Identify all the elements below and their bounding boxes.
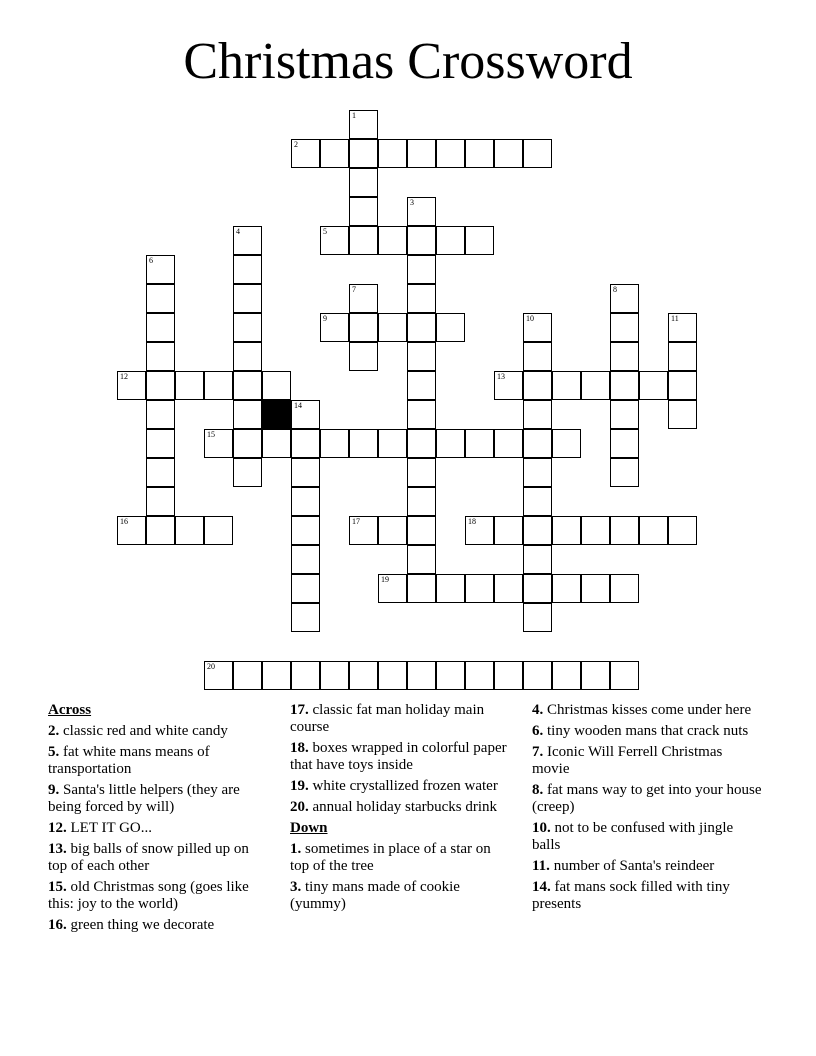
grid-cell[interactable] — [117, 371, 146, 400]
grid-cell[interactable] — [552, 661, 581, 690]
clue-text: boxes wrapped in colorful paper that have toys inside — [290, 740, 507, 773]
clue-text: fat mans sock filled with tiny presents — [532, 879, 730, 912]
clue-number: 1. — [290, 841, 302, 857]
grid-cell[interactable] — [407, 574, 436, 603]
grid-cell[interactable] — [349, 110, 378, 139]
cell-number: 6 — [149, 256, 153, 265]
grid-cell[interactable] — [233, 661, 262, 690]
grid-cell[interactable] — [291, 487, 320, 516]
grid-cell[interactable] — [146, 255, 175, 284]
grid-cell[interactable] — [436, 313, 465, 342]
grid-cell[interactable] — [378, 661, 407, 690]
grid-cell[interactable] — [610, 400, 639, 429]
grid-cell[interactable] — [552, 574, 581, 603]
clue-number: 9. — [48, 782, 60, 798]
cell-number: 1 — [352, 111, 356, 120]
clue-number: 6. — [532, 723, 544, 739]
clue-text: old Christmas song (goes like this: joy to the world) — [48, 879, 249, 912]
grid-cell[interactable] — [204, 371, 233, 400]
black-square — [262, 400, 291, 429]
clue-number: 14. — [532, 879, 551, 895]
grid-cell[interactable] — [494, 429, 523, 458]
grid-cell[interactable] — [349, 516, 378, 545]
grid-cell[interactable] — [146, 313, 175, 342]
grid-cell[interactable] — [146, 371, 175, 400]
grid-cell[interactable] — [204, 661, 233, 690]
grid-cell[interactable] — [610, 429, 639, 458]
grid-cell[interactable] — [233, 371, 262, 400]
grid-cell[interactable] — [204, 429, 233, 458]
grid-cell[interactable] — [175, 516, 204, 545]
grid-cell[interactable] — [146, 487, 175, 516]
clue-text: sometimes in place of a star on top of the tree — [290, 841, 491, 874]
grid-cell[interactable] — [523, 371, 552, 400]
grid-cell[interactable] — [407, 226, 436, 255]
grid-cell[interactable] — [378, 574, 407, 603]
cell-number: 12 — [120, 372, 128, 381]
grid-cell[interactable] — [349, 139, 378, 168]
grid-cell[interactable] — [407, 429, 436, 458]
grid-cell[interactable] — [262, 371, 291, 400]
clue-item — [290, 740, 512, 774]
clue-number: 11. — [532, 858, 550, 874]
grid-cell[interactable] — [233, 342, 262, 371]
grid-cell[interactable] — [291, 545, 320, 574]
grid-cell[interactable] — [233, 429, 262, 458]
grid-cell[interactable] — [291, 400, 320, 429]
grid-cell[interactable] — [291, 603, 320, 632]
grid-cell[interactable] — [668, 342, 697, 371]
clue-text: fat white mans means of transportation — [48, 744, 210, 777]
grid-cell[interactable] — [465, 226, 494, 255]
clue-item — [48, 723, 270, 740]
grid-cell[interactable] — [407, 661, 436, 690]
grid-cell[interactable] — [523, 400, 552, 429]
clue-item — [532, 782, 762, 816]
clue-number: 18. — [290, 740, 309, 756]
cell-number: 14 — [294, 401, 302, 410]
grid-cell[interactable] — [320, 661, 349, 690]
grid-cell[interactable] — [523, 458, 552, 487]
grid-cell[interactable] — [639, 516, 668, 545]
grid-cell[interactable] — [581, 516, 610, 545]
clue-number: 8. — [532, 782, 544, 798]
grid-cell[interactable] — [233, 400, 262, 429]
clue-text: classic fat man holiday main course — [290, 702, 485, 735]
clue-number: 15. — [48, 879, 67, 895]
grid-cell[interactable] — [175, 371, 204, 400]
cell-number: 2 — [294, 140, 298, 149]
clue-number: 16. — [48, 917, 67, 933]
clue-item — [290, 778, 512, 795]
grid-cell[interactable] — [378, 516, 407, 545]
clue-item — [290, 879, 512, 913]
grid-cell[interactable] — [146, 342, 175, 371]
grid-cell[interactable] — [523, 139, 552, 168]
grid-cell[interactable] — [436, 661, 465, 690]
clue-number: 4. — [532, 702, 544, 718]
clue-text: green thing we decorate — [66, 917, 215, 933]
grid-cell[interactable] — [436, 429, 465, 458]
grid-cell[interactable] — [523, 661, 552, 690]
clue-text: white crystallized frozen water — [308, 778, 498, 794]
grid-cell[interactable] — [523, 429, 552, 458]
grid-cell[interactable] — [668, 371, 697, 400]
grid-cell[interactable] — [436, 226, 465, 255]
grid-cell[interactable] — [146, 429, 175, 458]
grid-cell[interactable] — [407, 255, 436, 284]
grid-cell[interactable] — [262, 429, 291, 458]
grid-cell[interactable] — [349, 313, 378, 342]
grid-cell[interactable] — [639, 371, 668, 400]
clue-text: number of Santa's reindeer — [549, 858, 715, 874]
grid-cell[interactable] — [407, 516, 436, 545]
grid-cell[interactable] — [146, 458, 175, 487]
grid-cell[interactable] — [262, 661, 291, 690]
grid-cell[interactable] — [291, 139, 320, 168]
clues-column-1 — [48, 702, 270, 938]
grid-cell[interactable] — [407, 342, 436, 371]
grid-cell[interactable] — [233, 458, 262, 487]
grid-cell[interactable] — [610, 661, 639, 690]
grid-cell[interactable] — [523, 342, 552, 371]
grid-cell[interactable] — [610, 574, 639, 603]
clue-item — [290, 702, 512, 736]
clue-item — [290, 799, 512, 816]
clue-number: 10. — [532, 820, 551, 836]
across-heading: Across — [48, 702, 92, 718]
cell-number: 7 — [352, 285, 356, 294]
clue-item — [532, 723, 762, 740]
grid-cell[interactable] — [320, 313, 349, 342]
grid-cell[interactable] — [436, 574, 465, 603]
cell-number: 3 — [410, 198, 414, 207]
grid-cell[interactable] — [117, 516, 146, 545]
grid-cell[interactable] — [610, 516, 639, 545]
cell-number: 10 — [526, 314, 534, 323]
clue-item — [48, 782, 270, 816]
grid-cell[interactable] — [523, 487, 552, 516]
page-title: Christmas Crossword — [183, 33, 633, 90]
grid-cell[interactable] — [494, 574, 523, 603]
clue-text: Iconic Will Ferrell Christmas movie — [532, 744, 723, 777]
clue-text: fat mans way to get into your house (creep) — [532, 782, 762, 815]
cell-number: 17 — [352, 517, 360, 526]
grid-cell[interactable] — [552, 429, 581, 458]
grid-cell[interactable] — [407, 545, 436, 574]
grid-cell[interactable] — [494, 516, 523, 545]
clue-number: 12. — [48, 820, 67, 836]
grid-cell[interactable] — [610, 371, 639, 400]
grid-cell[interactable] — [349, 284, 378, 313]
grid-cell[interactable] — [494, 139, 523, 168]
clue-text: tiny mans made of cookie (yummy) — [290, 879, 460, 912]
clue-number: 20. — [290, 799, 309, 815]
grid-cell[interactable] — [465, 661, 494, 690]
clue-text: LET IT GO... — [66, 820, 153, 836]
clue-number: 13. — [48, 841, 67, 857]
grid-cell[interactable] — [291, 516, 320, 545]
grid-cell[interactable] — [349, 197, 378, 226]
grid-cell[interactable] — [378, 429, 407, 458]
clue-text: classic red and white candy — [59, 723, 228, 739]
grid-cell[interactable] — [465, 429, 494, 458]
grid-cell[interactable] — [291, 574, 320, 603]
clue-text: Santa's little helpers (they are being forced by will) — [48, 782, 240, 815]
clue-item — [48, 744, 270, 778]
grid-cell[interactable] — [146, 400, 175, 429]
clue-number: 3. — [290, 879, 302, 895]
grid-cell[interactable] — [610, 458, 639, 487]
grid-cell[interactable] — [523, 545, 552, 574]
grid-cell[interactable] — [610, 284, 639, 313]
grid-cell[interactable] — [233, 313, 262, 342]
clue-number: 5. — [48, 744, 60, 760]
grid-cell[interactable] — [349, 226, 378, 255]
grid-cell[interactable] — [552, 371, 581, 400]
grid-cell[interactable] — [668, 400, 697, 429]
grid-cell[interactable] — [320, 139, 349, 168]
grid-cell[interactable] — [233, 226, 262, 255]
grid-cell[interactable] — [204, 516, 233, 545]
clue-text: tiny wooden mans that crack nuts — [543, 723, 749, 739]
clue-item — [48, 841, 270, 875]
grid-cell[interactable] — [349, 342, 378, 371]
cell-number: 15 — [207, 430, 215, 439]
grid-cell[interactable] — [668, 313, 697, 342]
cell-number: 18 — [468, 517, 476, 526]
cell-number: 8 — [613, 285, 617, 294]
cell-number: 9 — [323, 314, 327, 323]
grid-cell[interactable] — [291, 458, 320, 487]
grid-cell[interactable] — [349, 661, 378, 690]
grid-cell[interactable] — [233, 255, 262, 284]
grid-cell[interactable] — [291, 429, 320, 458]
grid-cell[interactable] — [233, 284, 262, 313]
grid-cell[interactable] — [581, 574, 610, 603]
clues-column-3 — [532, 702, 762, 917]
grid-cell[interactable] — [407, 313, 436, 342]
grid-cell[interactable] — [349, 429, 378, 458]
grid-cell[interactable] — [465, 574, 494, 603]
grid-cell[interactable] — [523, 603, 552, 632]
clue-text: not to be confused with jingle balls — [532, 820, 734, 853]
clue-number: 19. — [290, 778, 309, 794]
clue-number: 2. — [48, 723, 60, 739]
clue-number: 7. — [532, 744, 544, 760]
clue-item — [532, 820, 762, 854]
cell-number: 19 — [381, 575, 389, 584]
grid-cell[interactable] — [349, 168, 378, 197]
clue-number: 17. — [290, 702, 309, 718]
grid-cell[interactable] — [378, 226, 407, 255]
grid-cell[interactable] — [494, 661, 523, 690]
clue-item — [48, 917, 270, 934]
grid-cell[interactable] — [465, 139, 494, 168]
grid-cell[interactable] — [407, 284, 436, 313]
grid-cell[interactable] — [407, 400, 436, 429]
clue-item — [532, 858, 762, 875]
grid-cell[interactable] — [494, 371, 523, 400]
grid-cell[interactable] — [378, 139, 407, 168]
clues-column-2 — [290, 702, 512, 917]
clue-item — [48, 879, 270, 913]
grid-cell[interactable] — [581, 661, 610, 690]
grid-cell[interactable] — [581, 371, 610, 400]
clue-item — [532, 702, 762, 719]
grid-cell[interactable] — [523, 574, 552, 603]
grid-cell[interactable] — [320, 226, 349, 255]
grid-cell[interactable] — [552, 516, 581, 545]
clue-text: Christmas kisses come under here — [543, 702, 752, 718]
grid-cell[interactable] — [320, 429, 349, 458]
grid-cell[interactable] — [668, 516, 697, 545]
clue-item — [290, 841, 512, 875]
clue-item — [48, 820, 270, 837]
grid-cell[interactable] — [407, 487, 436, 516]
clue-item — [532, 744, 762, 778]
grid-cell[interactable] — [407, 197, 436, 226]
grid-cell[interactable] — [610, 313, 639, 342]
grid-cell[interactable] — [378, 313, 407, 342]
clue-text: big balls of snow pilled up on top of each other — [48, 841, 249, 874]
clue-item — [532, 879, 762, 913]
grid-cell[interactable] — [146, 516, 175, 545]
grid-cell[interactable] — [291, 661, 320, 690]
grid-cell[interactable] — [523, 516, 552, 545]
grid-cell[interactable] — [436, 139, 465, 168]
down-heading: Down — [290, 820, 328, 836]
grid-cell[interactable] — [407, 371, 436, 400]
grid-cell[interactable] — [465, 516, 494, 545]
grid-cell[interactable] — [407, 139, 436, 168]
grid-cell[interactable] — [523, 313, 552, 342]
cell-number: 20 — [207, 662, 215, 671]
grid-cell[interactable] — [610, 342, 639, 371]
grid-cell[interactable] — [407, 458, 436, 487]
cell-number: 11 — [671, 314, 679, 323]
grid-cell[interactable] — [146, 284, 175, 313]
cell-number: 5 — [323, 227, 327, 236]
cell-number: 4 — [236, 227, 240, 236]
cell-number: 16 — [120, 517, 128, 526]
clue-text: annual holiday starbucks drink — [308, 799, 498, 815]
cell-number: 13 — [497, 372, 505, 381]
